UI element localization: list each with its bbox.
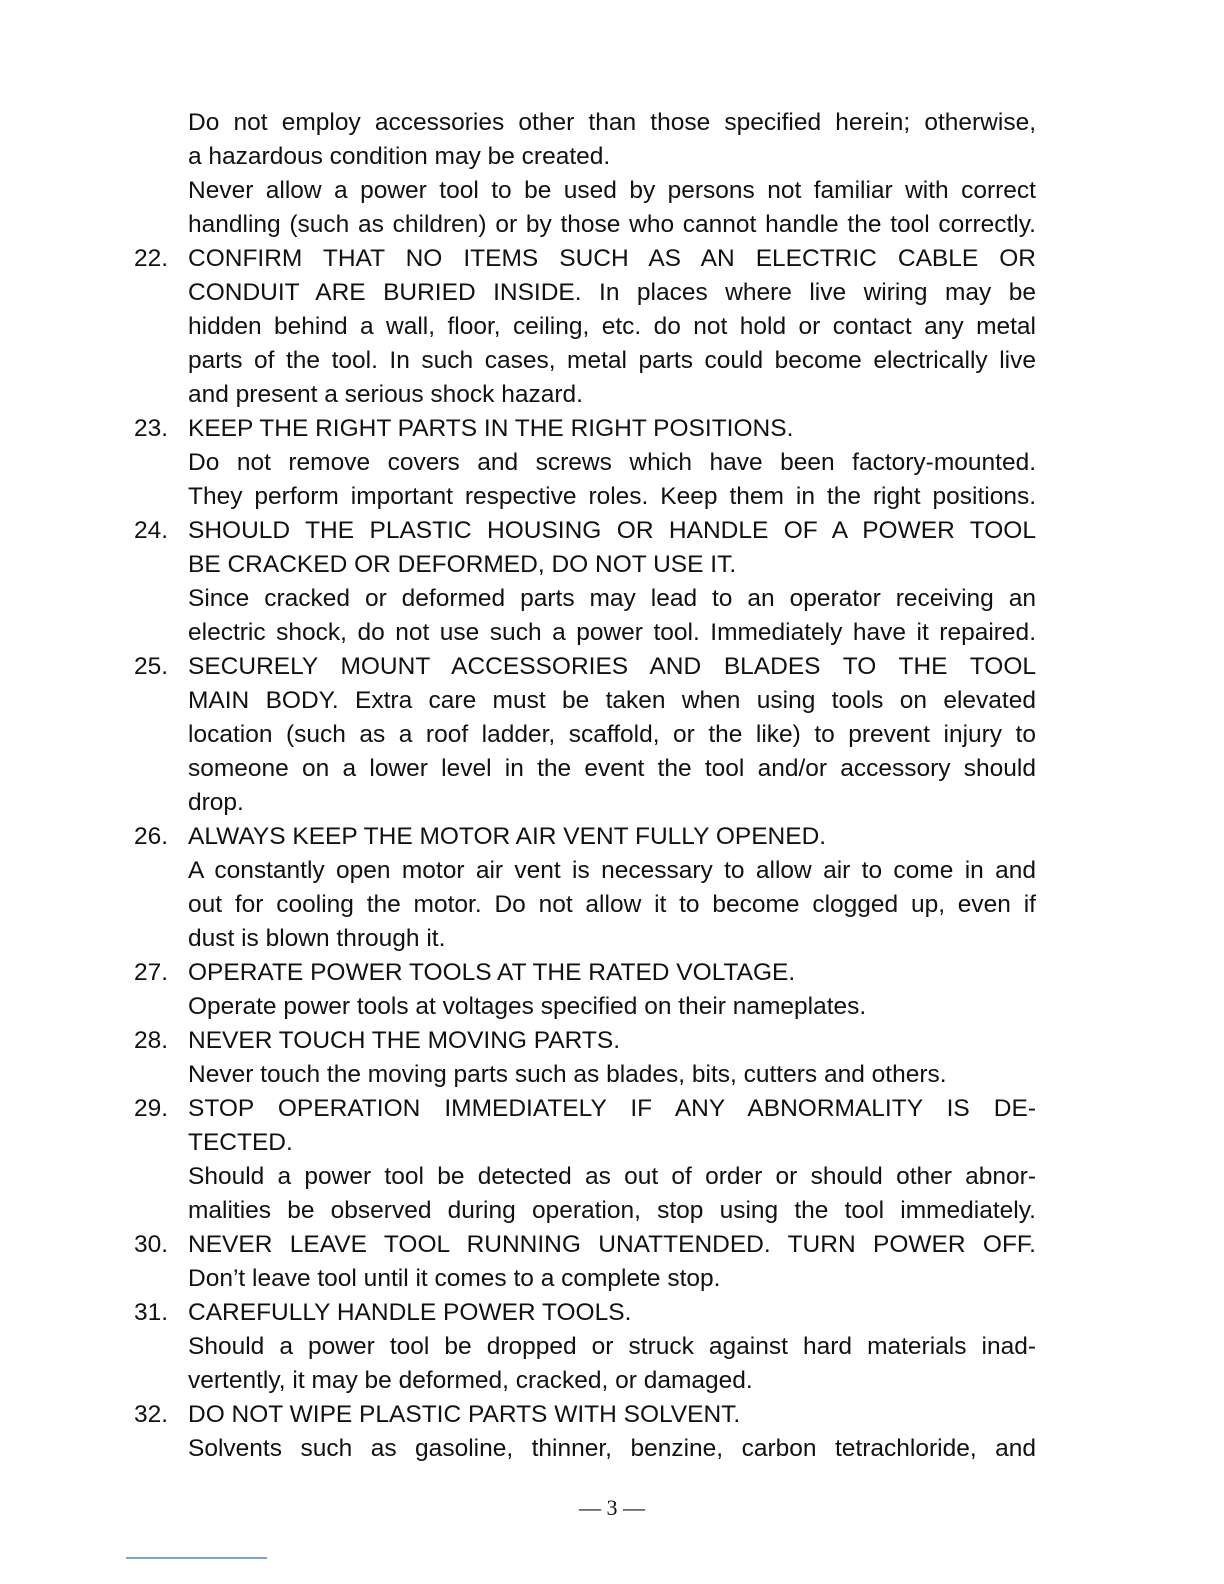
item-number: 26. [134, 823, 169, 850]
text-line: Should a power tool be dropped or struck against hard materials inad- [188, 1333, 1036, 1360]
item-number: 29. [134, 1095, 169, 1122]
text-line: malities be observed during operation, stop using the tool immediately. [188, 1197, 1036, 1224]
text-line: Do not remove covers and screws which have been factory-mounted. [188, 449, 1036, 476]
text-line: OPERATE POWER TOOLS AT THE RATED VOLTAGE. [188, 959, 796, 986]
text-line: Never touch the moving parts such as blades, bits, cutters and others. [188, 1061, 947, 1088]
text-line: STOP OPERATION IMMEDIATELY IF ANY ABNORMALITY IS DE- [188, 1095, 1036, 1122]
text-line: MAIN BODY. Extra care must be taken when using tools on elevated [188, 687, 1036, 714]
text-line: and present a serious shock hazard. [188, 381, 583, 408]
text-line: location (such as a roof ladder, scaffold, or the like) to prevent injury to [188, 721, 1036, 748]
text-line: Since cracked or deformed parts may lead to an operator receiving an [188, 585, 1036, 612]
text-line: drop. [188, 789, 244, 816]
text-line: Never allow a power tool to be used by persons not familiar with correct [188, 177, 1036, 204]
item-number: 31. [134, 1299, 169, 1326]
text-line: SECURELY MOUNT ACCESSORIES AND BLADES TO THE TOOL [188, 653, 1036, 680]
item-number: 28. [134, 1027, 169, 1054]
text-line: TECTED. [188, 1129, 293, 1156]
item-number: 24. [134, 517, 169, 544]
text-line: electric shock, do not use such a power tool. Immediately have it repaired. [188, 619, 1036, 646]
text-line: Do not employ accessories other than those specified herein; otherwise, [188, 109, 1036, 136]
text-line: parts of the tool. In such cases, metal parts could become electrically live [188, 347, 1036, 374]
text-line: NEVER TOUCH THE MOVING PARTS. [188, 1027, 621, 1054]
text-line: DO NOT WIPE PLASTIC PARTS WITH SOLVENT. [188, 1401, 741, 1428]
text-line: dust is blown through it. [188, 925, 446, 952]
text-line: Don’t leave tool until it comes to a complete stop. [188, 1265, 721, 1292]
text-line: a hazardous condition may be created. [188, 143, 611, 170]
item-number: 23. [134, 415, 169, 442]
item-number: 27. [134, 959, 169, 986]
text-line: handling (such as children) or by those who cannot handle the tool correctly. [188, 211, 1036, 238]
text-line: someone on a lower level in the event the tool and/or accessory should [188, 755, 1036, 782]
page-number: — 3 — [579, 1495, 645, 1520]
item-number: 25. [134, 653, 169, 680]
text-line: hidden behind a wall, floor, ceiling, etc. do not hold or contact any metal [188, 313, 1036, 340]
text-line: CONFIRM THAT NO ITEMS SUCH AS AN ELECTRIC CABLE OR [188, 245, 1036, 272]
footer-divider [126, 1557, 267, 1559]
text-line: A constantly open motor air vent is necessary to allow air to come in and [188, 857, 1036, 884]
text-line: Operate power tools at voltages specified on their nameplates. [188, 993, 867, 1020]
text-line: CONDUIT ARE BURIED INSIDE. In places where live wiring may be [188, 279, 1036, 306]
text-line: SHOULD THE PLASTIC HOUSING OR HANDLE OF A POWER TOOL [188, 517, 1036, 544]
text-line: CAREFULLY HANDLE POWER TOOLS. [188, 1299, 632, 1326]
item-number: 30. [134, 1231, 169, 1258]
item-number: 22. [134, 245, 169, 272]
text-line: vertently, it may be deformed, cracked, or damaged. [188, 1367, 753, 1394]
text-line: NEVER LEAVE TOOL RUNNING UNATTENDED. TURN POWER OFF. [188, 1231, 1036, 1258]
text-line: BE CRACKED OR DEFORMED, DO NOT USE IT. [188, 551, 737, 578]
text-line: Solvents such as gasoline, thinner, benzine, carbon tetrachloride, and [188, 1435, 1036, 1462]
text-line: ALWAYS KEEP THE MOTOR AIR VENT FULLY OPENED. [188, 823, 827, 850]
text-line: They perform important respective roles. Keep them in the right positions. [188, 483, 1036, 510]
text-line: out for cooling the motor. Do not allow it to become clogged up, even if [188, 891, 1036, 918]
text-line: Should a power tool be detected as out of order or should other abnor- [188, 1163, 1036, 1190]
text-line: KEEP THE RIGHT PARTS IN THE RIGHT POSITIONS. [188, 415, 794, 442]
item-number: 32. [134, 1401, 169, 1428]
